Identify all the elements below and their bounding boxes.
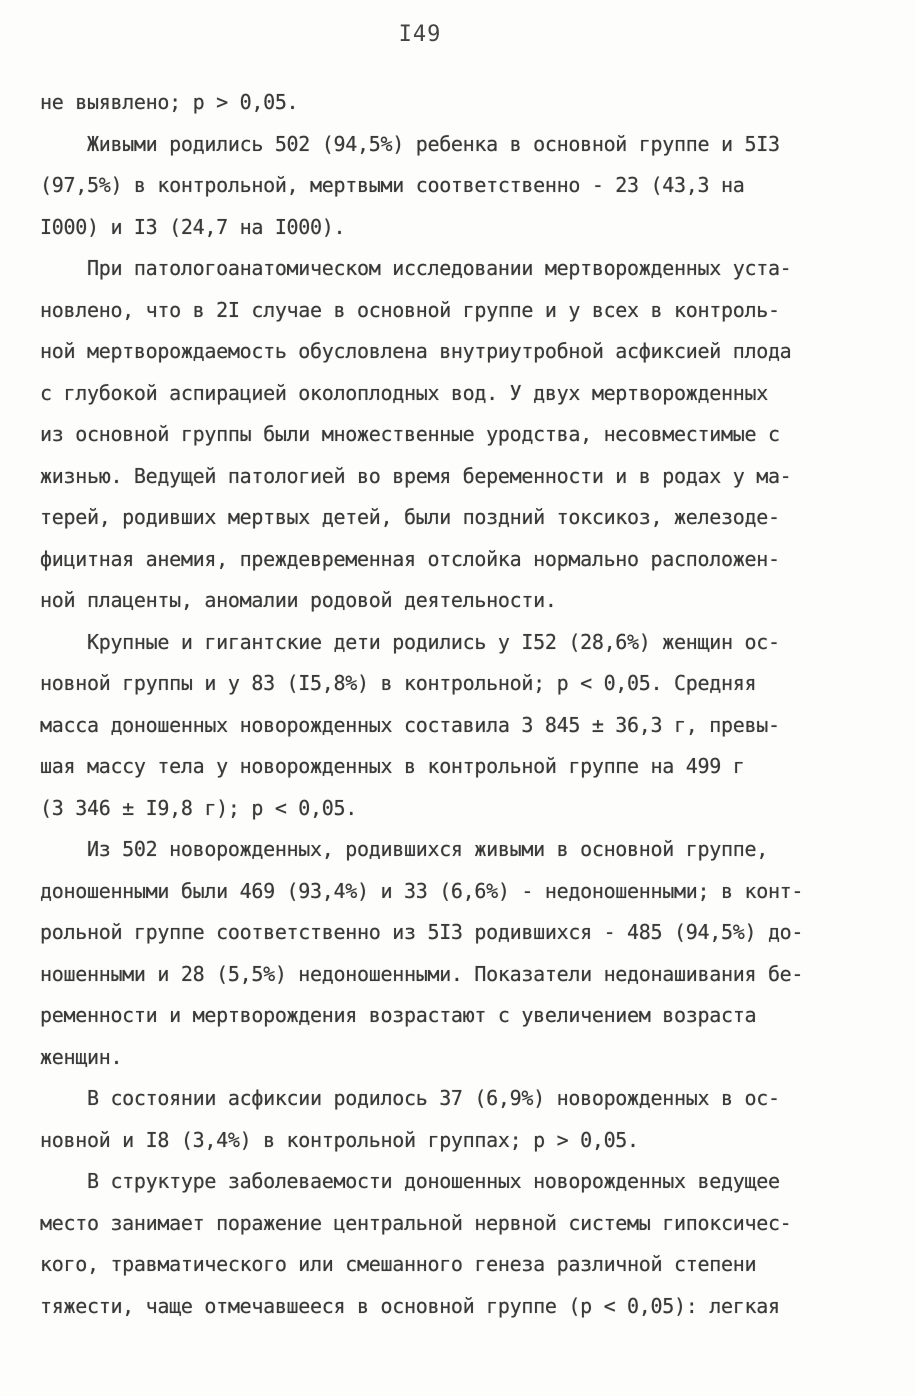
text-line: В состоянии асфиксии родилось 37 (6,9%) новорожденных в ос- xyxy=(40,1086,780,1110)
text-line: терей, родивших мертвых детей, были поздний токсикоз, железоде- xyxy=(40,505,780,529)
text-line: новной группы и у 83 (I5,8%) в контрольной; р < 0,05. Средняя xyxy=(40,671,757,695)
text-line: доношенными были 469 (93,4%) и 33 (6,6%) - недоношенными; в конт- xyxy=(40,878,804,903)
text-line: ременности и мертворождения возрастают с увеличением возраста xyxy=(40,1003,757,1027)
text-line: кого, травматического или смешанного генеза различной степени xyxy=(40,1252,757,1276)
text-line: новной и I8 (3,4%) в контрольной группах; р > 0,05. xyxy=(40,1127,639,1152)
text-line: не выявлено; р > 0,05. xyxy=(40,90,299,114)
text-line: новлено, что в 2I случае в основной группе и у всех в контроль- xyxy=(40,297,780,322)
text-line: Живыми родились 502 (94,5%) ребенка в основной группе и 5I3 xyxy=(40,131,780,156)
text-line: Из 502 новорожденных, родившихся живыми в основной группе, xyxy=(40,837,768,861)
text-line: место занимает поражение центральной нервной системы гипоксичес- xyxy=(40,1210,792,1235)
text-line: масса доношенных новорожденных составила 3 845 ± 36,3 г, превы- xyxy=(40,712,780,737)
paragraph-2 xyxy=(40,124,865,249)
body-text xyxy=(40,82,865,1327)
paragraph-1 xyxy=(40,82,865,124)
paragraph-6 xyxy=(40,1078,865,1161)
text-line: (97,5%) в контрольной, мертвыми соответственно - 23 (43,3 на xyxy=(40,173,745,197)
text-line: из основной группы были множественные уродства, несовместимые с xyxy=(40,422,780,446)
text-line: I000) и I3 (24,7 на I000). xyxy=(40,214,346,239)
paragraph-3 xyxy=(40,248,865,622)
paragraph-7 xyxy=(40,1161,865,1327)
text-line: В структуре заболеваемости доношенных новорожденных ведущее xyxy=(40,1169,780,1193)
text-line: ной мертворождаемость обусловлена внутриутробной асфиксией плода xyxy=(40,339,792,363)
text-line: Крупные и гигантские дети родились у I52 (28,6%) женщин ос- xyxy=(40,629,780,654)
text-line: с глубокой аспирацией околоплодных вод. У двух мертворожденных xyxy=(40,380,768,405)
text-line: жизнью. Ведущей патологией во время беременности и в родах у ма- xyxy=(40,463,792,488)
text-line: фицитная анемия, преждевременная отслойка нормально расположен- xyxy=(40,546,780,571)
text-line: ношенными и 28 (5,5%) недоношенными. Показатели недонашивания бе- xyxy=(40,961,804,986)
paragraph-4 xyxy=(40,622,865,830)
text-line: ной плаценты, аномалии родовой деятельности. xyxy=(40,588,557,612)
text-line: женщин. xyxy=(40,1044,123,1069)
text-line: При патологоанатомическом исследовании мертворожденных уста- xyxy=(40,256,792,280)
paragraph-5 xyxy=(40,829,865,1078)
text-line: тяжести, чаще отмечавшееся в основной группе (р < 0,05): легкая xyxy=(40,1293,780,1318)
page-number: I49 xyxy=(398,22,442,47)
text-line: шая массу тела у новорожденных в контрольной группе на 499 г xyxy=(40,754,745,778)
text-line: рольной группе соответственно из 5I3 родившихся - 485 (94,5%) до- xyxy=(40,920,804,944)
text-line: (3 346 ± I9,8 г); р < 0,05. xyxy=(40,795,358,820)
